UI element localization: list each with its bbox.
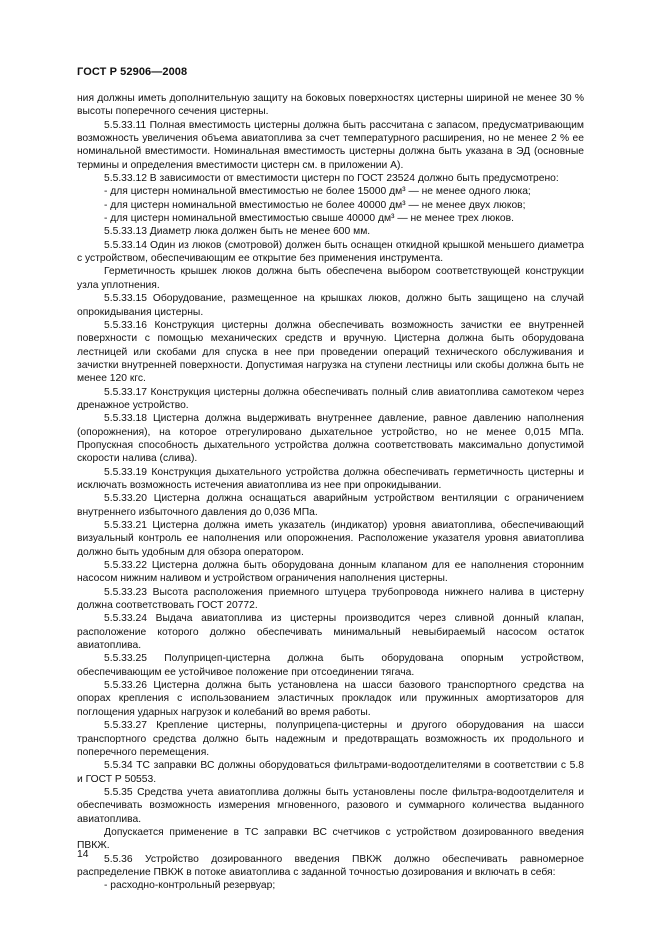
document-header: ГОСТ Р 52906—2008 — [77, 66, 188, 78]
paragraph: 5.5.33.15 Оборудование, размещенное на крышках люков, должно быть защищено на случай опрокидывания цистерны. — [77, 293, 584, 318]
paragraph: 5.5.33.13 Диаметр люка должен быть не менее 600 мм. — [104, 226, 371, 238]
paragraph: 5.5.34 ТС заправки ВС должны оборудоваться фильтрами-водоотделителями в соответствии с 5.8 и ГОСТ Р 50553. — [77, 760, 584, 785]
paragraph: 5.5.33.23 Высота расположения приемного штуцера трубопровода нижнего налива в цистерну должна соответствовать ГОСТ 20772. — [77, 586, 584, 612]
paragraph: 5.5.33.20 Цистерна должна оснащаться аварийным устройством вентиляции с ограничением внутреннего избыточного давления до 0,036 МПа. — [77, 493, 584, 518]
list-item: - для цистерн номинальной вместимостью не более 15000 дм³ — не менее одного люка; — [104, 186, 531, 198]
paragraph: 5.5.33.21 Цистерна должна иметь указатель (индикатор) уровня авиатоплива, обеспечивающий визуальный контроль ее наполнения или опорожнения. Расположение указателя уровня авиатоплива должно быть удобным для обзора оператором. — [77, 520, 584, 558]
paragraph: Допускается применение в ТС заправки ВС счетчиков с устройством дозированного введения ПВКЖ. — [77, 826, 584, 852]
paragraph: 5.5.33.24 Выдача авиатоплива из цистерны производится через сливной донный клапан, расположение которого должно обеспечивать минимальный невыбираемый насосом остаток авиатоплива. — [77, 613, 584, 652]
paragraph: 5.5.33.26 Цистерна должна быть установлена на шасси базового транспортного средства на опорах крепления с использованием эластичных прокладок или пружинных амортизаторов для поглощения ударных нагрузок и колебаний во время работы. — [77, 680, 584, 718]
page-number: 14 — [77, 849, 89, 860]
paragraph: 5.5.36 Устройство дозированного введения ПВКЖ должно обеспечивать равномерное распределение ПВКЖ в потоке авиатоплива с заданной точностью дозирования и включать в себя: — [77, 853, 584, 878]
list-item: - для цистерн номинальной вместимостью свыше 40000 дм³ — не менее трех люков. — [104, 213, 514, 225]
paragraph: 5.5.33.14 Один из люков (смотровой) должен быть оснащен откидной крышкой меньшего диаметра с устройством, обеспечивающим ее открытие без применения инструмента. — [77, 239, 584, 265]
document-body — [77, 92, 584, 893]
paragraph: 5.5.33.11 Полная вместимость цистерны должна быть рассчитана с запасом, предусматривающим возможность увеличения объема авиатоплива за счет температурного расширения, но не менее 2 % ее номинальной вместимости. Номинальная вместимость цистерны должна быть указана в ЭД (основные термины и определения вместимости цистерн см. в приложении А). — [77, 119, 584, 171]
list-item: - расходно-контрольный резервуар; — [104, 880, 276, 892]
list-item: - для цистерн номинальной вместимостью не более 40000 дм³ — не менее двух люков; — [104, 199, 526, 211]
paragraph: 5.5.33.12 В зависимости от вместимости цистерн по ГОСТ 23524 должно быть предусмотрено: — [104, 173, 559, 185]
paragraph: 5.5.33.16 Конструкция цистерны должна обеспечивать возможность зачистки ее внутренней поверхности с помощью механических средств и вручную. Цистерна должна быть оборудована лестницей или скобами для спуска в нее при проведении операций технического обслуживания и зачистки внутренней поверхности. Допустимая нагрузка на ступени лестницы или скобы должна быть не менее 120 кгс. — [77, 319, 584, 385]
paragraph: 5.5.33.22 Цистерна должна быть оборудована донным клапаном для ее наполнения сторонним насосом нижним наливом и устройством ограничения наполнения цистерны. — [77, 560, 584, 585]
paragraph: Герметичность крышек люков должна быть обеспечена выбором соответствующей конструкции узла уплотнения. — [77, 266, 584, 291]
paragraph: 5.5.33.19 Конструкция дыхательного устройства должна обеспечивать герметичность цистерны и исключать возможность истечения авиатоплива из нее при опрокидывании. — [77, 466, 584, 491]
paragraph: 5.5.35 Средства учета авиатоплива должны быть установлены после фильтра-водоотделителя и обеспечивать возможность измерения мгновенного, разового и суммарного количества выданного авиатоплива. — [77, 786, 584, 825]
paragraph: 5.5.33.27 Крепление цистерны, полуприцепа-цистерны и другого оборудования на шасси транспортного средства должно быть надежным и предотвращать возможность их продольного и поперечного перемещения. — [77, 720, 584, 758]
paragraph: 5.5.33.25 Полуприцеп-цистерна должна быть оборудована опорным устройством, обеспечивающим ее устойчивое положение при отсоединении тягача. — [77, 653, 584, 678]
paragraph: 5.5.33.17 Конструкция цистерны должна обеспечивать полный слив авиатоплива самотеком через дренажное устройство. — [77, 386, 584, 411]
paragraph: ния должны иметь дополнительную защиту на боковых поверхностях цистерны шириной не менее 30 % высоты поперечного сечения цистерны. — [77, 93, 584, 118]
paragraph: 5.5.33.18 Цистерна должна выдерживать внутреннее давление, равное давлению наполнения (опорожнения), на которое отрегулировано дыхательное устройство, но не менее 0,015 МПа. Пропускная способность дыхательного устройства должна соответствовать максимально допустимой скорости налива (слива). — [77, 413, 584, 465]
